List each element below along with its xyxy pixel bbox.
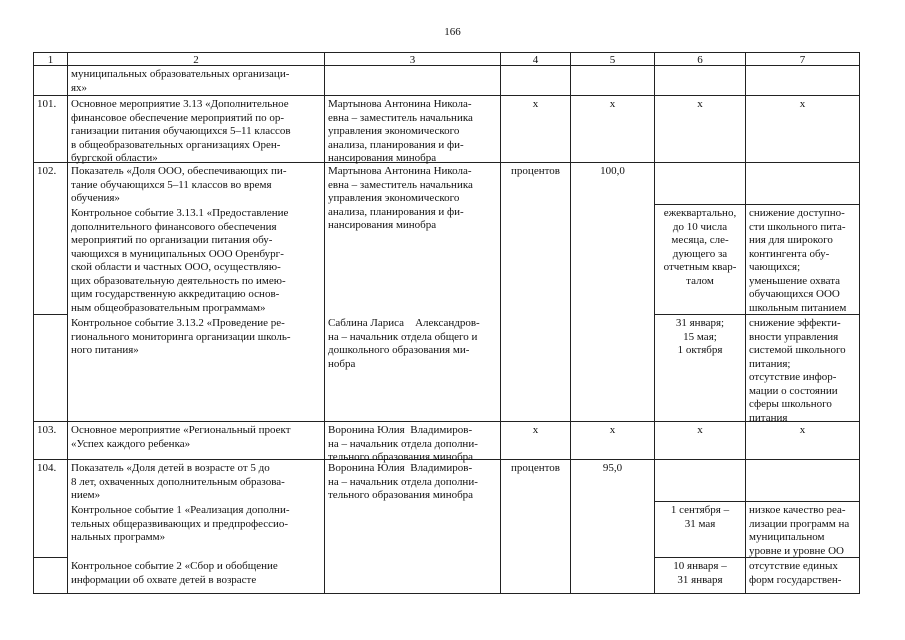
column-border: [500, 52, 501, 593]
control-event-3-13-2: Контрольное событие 3.13.2 «Проведение ре- гионального мониторинга организации школь- ного питания»: [71, 317, 291, 356]
value-102: 100,0: [600, 165, 625, 177]
unit-102: процентов: [511, 165, 560, 177]
control-event-1: Контрольное событие 1 «Реализация дополни- тельных общеразвивающих и предпрофессио- нальных программ»: [71, 504, 290, 543]
value-103: х: [609, 424, 616, 436]
risk-control-event-2: отсутствие единых форм государствен-: [749, 560, 842, 586]
column-header-4: 4: [532, 54, 539, 66]
risk-3-13-1: снижение доступно- сти школьного пита- ния для широкого контингента обу- чающихся; уменьшение охвата обучающихся ООО школьным питанием: [749, 207, 847, 314]
responsible-103: Воронина Юлия Владимиров- на – начальник отдела дополни- тельного образования минобра: [328, 424, 478, 463]
table-bottom-border: [33, 593, 860, 594]
event-name-101: Основное мероприятие 3.13 «Дополнительное финансовое обеспечение мероприятий по ор- ганизации питания обучающихся 5–11 классов в общеобразовательных организациях Орен- бургской области»: [71, 98, 291, 164]
unit-104: процентов: [511, 462, 560, 474]
row-border: [33, 314, 68, 315]
continued-text: муниципальных образовательных организаци- ях»: [71, 68, 290, 94]
risk-101: х: [799, 98, 806, 110]
column-header-3: 3: [409, 54, 416, 66]
row-border: [33, 95, 860, 96]
column-border: [67, 52, 68, 593]
value-104: 95,0: [602, 462, 623, 474]
table-right-border: [859, 52, 860, 593]
deadline-101: х: [697, 98, 703, 110]
table-left-border: [33, 52, 34, 593]
unit-103: х: [532, 424, 539, 436]
row-number-104: 104.: [37, 462, 57, 474]
deadline-3-13-2: 31 января; 15 мая; 1 октября: [675, 317, 725, 356]
column-header-2: 2: [193, 54, 199, 66]
responsible-3-13-2: Саблина Лариса Александров- на – начальник отдела общего и дошкольного образования ми- нобра: [328, 317, 480, 370]
row-border: [654, 501, 860, 502]
column-header-6: 6: [697, 54, 703, 66]
control-event-2: Контрольное событие 2 «Сбор и обобщение информации об охвате детей в возрасте: [71, 560, 278, 586]
event-name-103: Основное мероприятие «Региональный проект «Успех каждого ребенка»: [71, 424, 291, 450]
row-number-101: 101.: [37, 98, 57, 110]
column-border: [570, 52, 571, 593]
deadline-3-13-1: ежеквартально, до 10 числа месяца, сле- дующего за отчетным квар- талом: [663, 207, 737, 287]
indicator-102: Показатель «Доля ООО, обеспечивающих пи- тание обучающихся 5–11 классов во время обучения»: [71, 165, 287, 204]
indicator-104: Показатель «Доля детей в возрасте от 5 до 8 лет, охваченных дополнительным образова- нием»: [71, 462, 285, 501]
column-header-1: 1: [47, 54, 54, 66]
value-101: х: [609, 98, 616, 110]
column-border: [745, 52, 746, 593]
risk-103: х: [799, 424, 806, 436]
deadline-103: х: [697, 424, 703, 436]
responsible-101: Мартынова Антонина Никола- евна – заместитель начальника управления экономического анализа, планирования и фи- нансирования минобра: [328, 98, 473, 164]
row-number-102: 102.: [37, 165, 57, 177]
page-number: 166: [444, 26, 461, 38]
row-border: [33, 557, 68, 558]
column-border: [324, 52, 325, 593]
responsible-104: Воронина Юлия Владимиров- на – начальник отдела дополни- тельного образования минобра: [328, 462, 478, 501]
deadline-control-event-1: 1 сентября – 31 мая: [670, 504, 730, 530]
row-border: [33, 52, 860, 53]
row-number-103: 103.: [37, 424, 57, 436]
control-event-3-13-1: Контрольное событие 3.13.1 «Предоставление дополнительного финансового обеспечения мероприятий по организации питания обу- чающихся в муниципальных ООО Оренбург- ской области и частных ООО, осуществляю- щих образовательную деятельность по имею- щим государственную аккредитацию основ- ным общеобразовательным программам»: [71, 207, 289, 314]
row-border: [654, 204, 860, 205]
column-border: [654, 52, 655, 593]
column-header-5: 5: [609, 54, 616, 66]
deadline-control-event-2: 10 января – 31 января: [673, 560, 727, 586]
risk-control-event-1: низкое качество реа- лизации программ на муниципальном уровне и уровне ОО: [749, 504, 850, 557]
row-border: [33, 421, 860, 422]
risk-3-13-2: снижение эффекти- вности управления системой школьного питания; отсутствие инфор- мации о состоянии сферы школьного питания: [749, 317, 846, 424]
responsible-102: Мартынова Антонина Никола- евна – заместитель начальника управления экономического анализа, планирования и фи- нансирования минобра: [328, 165, 473, 231]
unit-101: х: [532, 98, 539, 110]
column-header-7: 7: [799, 54, 806, 66]
